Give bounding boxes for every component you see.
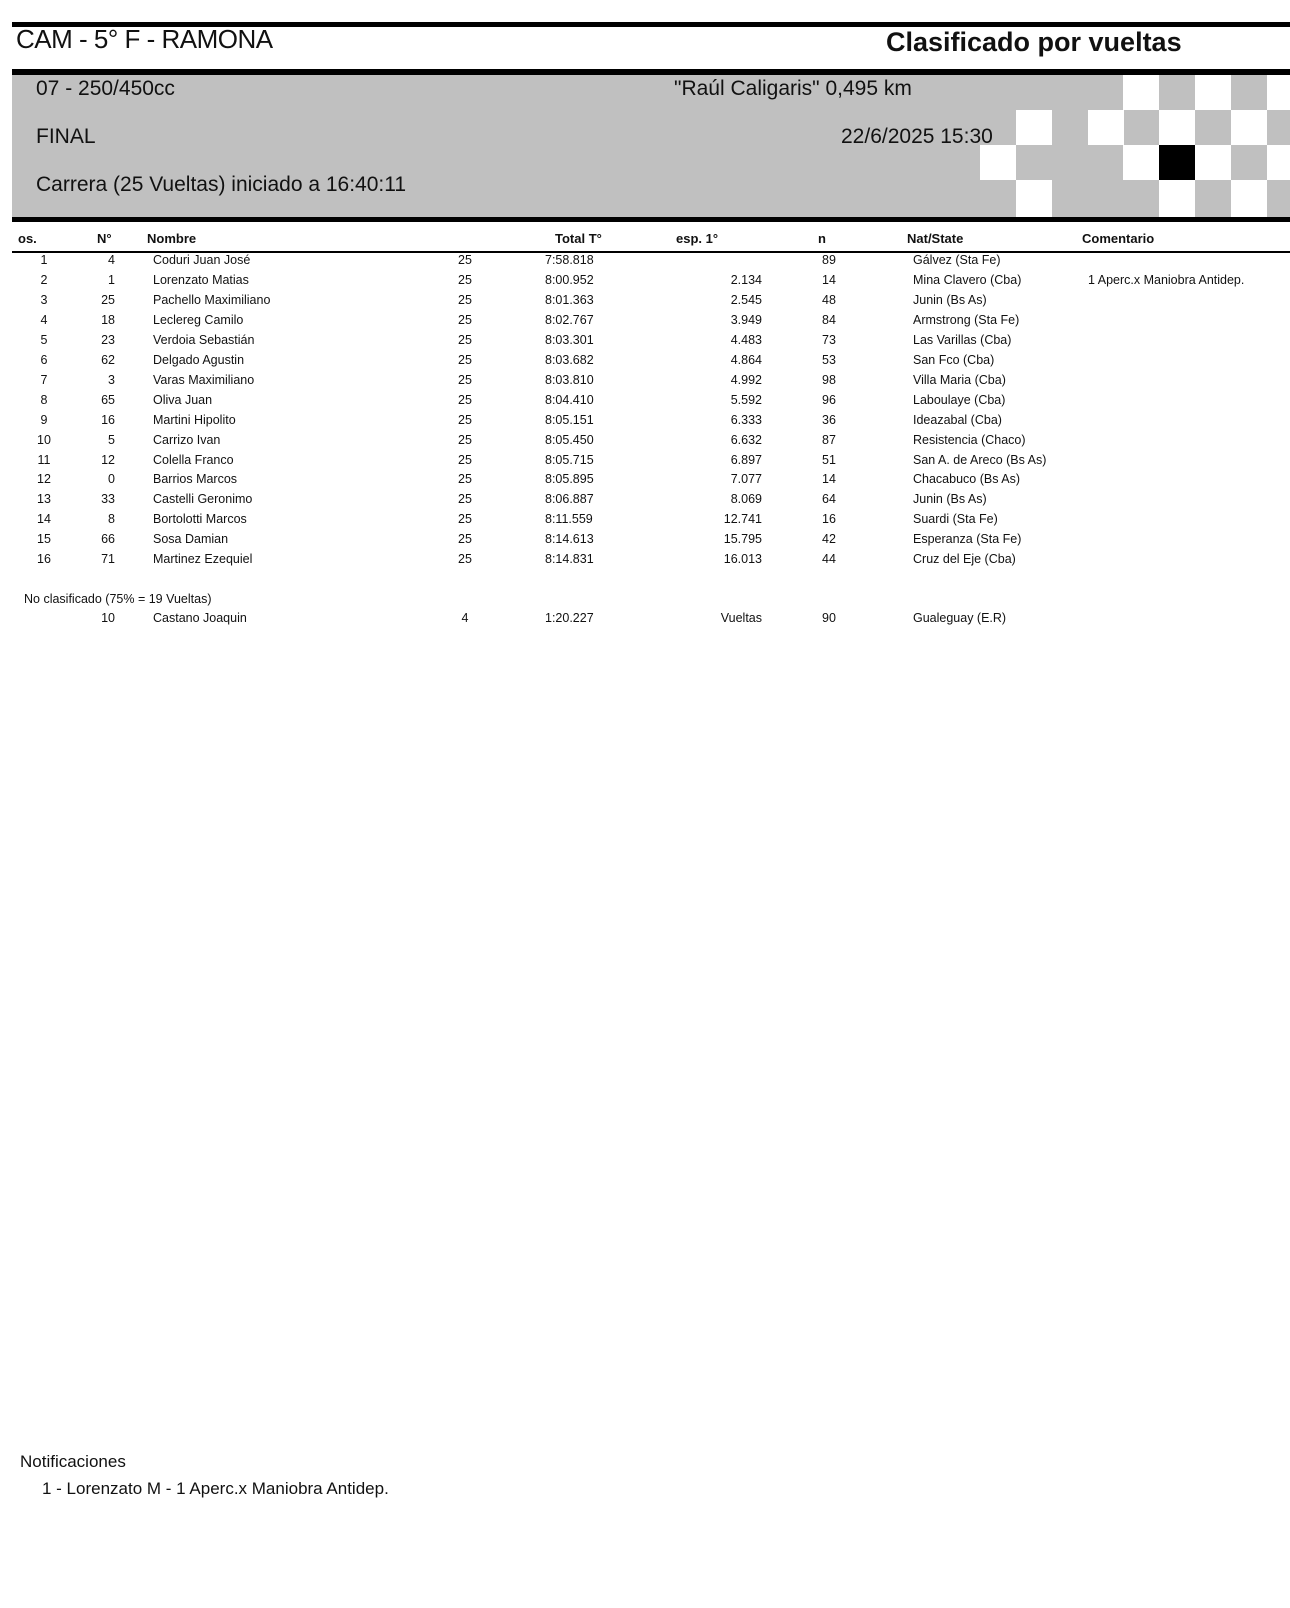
col-header-total: Total T° xyxy=(555,231,602,246)
nat-state-cell: Cruz del Eje (Cba) xyxy=(913,552,1016,567)
total-time-cell: 8:14.613 xyxy=(545,532,594,547)
m-cell: 42 xyxy=(822,532,836,547)
name-cell: Pachello Maximiliano xyxy=(153,292,271,307)
number-cell: 71 xyxy=(101,552,115,567)
total-time-cell: 8:00.952 xyxy=(545,272,594,287)
name-cell: Bortolotti Marcos xyxy=(153,512,247,527)
number-cell: 25 xyxy=(101,292,115,307)
pos-cell: 7 xyxy=(40,372,48,387)
col-header-pos: os. xyxy=(18,231,37,246)
band-bottom-rule xyxy=(12,217,1290,222)
table-row xyxy=(0,273,1290,293)
not-classified-title: No clasificado (75% = 19 Vueltas) xyxy=(24,592,212,606)
gap-cell: 4.864 xyxy=(730,352,762,367)
m-cell: 90 xyxy=(822,611,836,625)
total-time-cell: 8:03.810 xyxy=(545,372,594,387)
nat-state-cell: San A. de Areco (Bs As) xyxy=(913,452,1047,467)
table-row xyxy=(0,492,1290,512)
laps-cell: 25 xyxy=(458,432,472,447)
name-cell: Leclereg Camilo xyxy=(153,312,244,327)
gap-cell: 16.013 xyxy=(723,552,762,567)
laps-cell: 25 xyxy=(458,272,472,287)
comment-cell: 1 Aperc.x Maniobra Antidep. xyxy=(1088,272,1245,287)
pos-cell: 1 xyxy=(40,253,48,267)
laps-cell: 25 xyxy=(458,472,472,487)
laps-cell: 25 xyxy=(458,253,472,267)
nat-state-cell: Junin (Bs As) xyxy=(913,292,987,307)
total-time-cell: 8:02.767 xyxy=(545,312,594,327)
total-time-cell: 8:14.831 xyxy=(545,552,594,567)
total-time-cell: 1:20.227 xyxy=(545,611,594,625)
gap-cell: 7.077 xyxy=(730,472,762,487)
number-cell: 3 xyxy=(108,372,115,387)
total-time-cell: 8:03.682 xyxy=(545,352,594,367)
nat-state-cell: Chacabuco (Bs As) xyxy=(913,472,1020,487)
nat-state-cell: Esperanza (Sta Fe) xyxy=(913,532,1022,547)
m-cell: 64 xyxy=(822,492,836,507)
name-cell: Barrios Marcos xyxy=(153,472,238,487)
gap-cell: 6.632 xyxy=(730,432,762,447)
gap-cell: 8.069 xyxy=(730,492,762,507)
table-row xyxy=(0,472,1290,492)
pos-cell: 5 xyxy=(40,332,48,347)
table-row xyxy=(0,293,1290,313)
name-cell: Oliva Juan xyxy=(153,392,213,407)
table-row xyxy=(0,393,1290,413)
track-label: "Raúl Caligaris" 0,495 km xyxy=(674,77,912,100)
m-cell: 36 xyxy=(822,412,836,427)
gap-cell: Vueltas xyxy=(720,611,762,625)
nat-state-cell: Armstrong (Sta Fe) xyxy=(913,312,1020,327)
col-header-name: Nombre xyxy=(147,231,197,246)
laps-cell: 25 xyxy=(458,452,472,467)
table-row xyxy=(0,453,1290,473)
number-cell: 1 xyxy=(108,272,115,287)
number-cell: 33 xyxy=(101,492,115,507)
m-cell: 53 xyxy=(822,352,836,367)
race-info-label: Carrera (25 Vueltas) iniciado a 16:40:11 xyxy=(36,173,407,196)
gap-cell: 3.949 xyxy=(730,312,762,327)
total-time-cell: 8:05.450 xyxy=(545,432,594,447)
m-cell: 51 xyxy=(822,452,836,467)
number-cell: 16 xyxy=(101,412,115,427)
total-time-cell: 8:06.887 xyxy=(545,492,594,507)
gap-cell: 6.333 xyxy=(730,412,762,427)
datetime-label: 22/6/2025 15:30 xyxy=(841,125,993,148)
gap-cell: 6.897 xyxy=(730,452,762,467)
name-cell: Lorenzato Matias xyxy=(153,272,249,287)
gap-cell: 2.545 xyxy=(730,292,762,307)
report-title: Clasificado por vueltas xyxy=(886,27,1182,57)
nat-state-cell: Laboulaye (Cba) xyxy=(913,392,1006,407)
number-cell: 0 xyxy=(108,472,115,487)
m-cell: 48 xyxy=(822,292,836,307)
m-cell: 98 xyxy=(822,372,836,387)
m-cell: 44 xyxy=(822,552,836,567)
laps-cell: 25 xyxy=(458,552,472,567)
number-cell: 62 xyxy=(101,352,115,367)
pos-cell: 10 xyxy=(37,432,51,447)
gap-cell: 4.483 xyxy=(730,332,762,347)
total-time-cell: 8:11.559 xyxy=(545,512,593,527)
number-cell: 5 xyxy=(108,432,115,447)
pos-cell: 9 xyxy=(40,412,48,427)
col-header-num: N° xyxy=(97,231,112,246)
laps-cell: 25 xyxy=(458,332,472,347)
number-cell: 65 xyxy=(101,392,115,407)
table-row xyxy=(0,532,1290,552)
pos-cell: 8 xyxy=(40,392,48,407)
laps-cell: 4 xyxy=(461,611,469,625)
table-row xyxy=(0,512,1290,532)
gap-cell: 15.795 xyxy=(723,532,762,547)
info-band xyxy=(12,75,1290,217)
number-cell: 10 xyxy=(101,611,115,625)
gap-cell: 2.134 xyxy=(730,272,762,287)
m-cell: 89 xyxy=(822,253,836,267)
table-row xyxy=(0,413,1290,433)
number-cell: 23 xyxy=(101,332,115,347)
total-time-cell: 8:04.410 xyxy=(545,392,594,407)
gap-cell: 4.992 xyxy=(730,372,762,387)
laps-cell: 25 xyxy=(458,392,472,407)
nat-state-cell: Gualeguay (E.R) xyxy=(913,611,1007,625)
category-label: 07 - 250/450cc xyxy=(36,77,175,100)
event-title: CAM - 5° F - RAMONA xyxy=(16,24,273,54)
table-row xyxy=(0,333,1290,353)
table-row xyxy=(0,313,1290,333)
name-cell: Carrizo Ivan xyxy=(153,432,221,447)
laps-cell: 25 xyxy=(458,312,472,327)
total-time-cell: 8:01.363 xyxy=(545,292,594,307)
total-time-cell: 8:05.715 xyxy=(545,452,594,467)
pos-cell: 6 xyxy=(40,352,48,367)
col-header-comment: Comentario xyxy=(1082,231,1155,246)
nat-state-cell: Ideazabal (Cba) xyxy=(913,412,1002,427)
table-row xyxy=(0,552,1290,572)
name-cell: Castelli Geronimo xyxy=(153,492,253,507)
laps-cell: 25 xyxy=(458,412,472,427)
pos-cell: 11 xyxy=(37,452,51,467)
number-cell: 18 xyxy=(101,312,115,327)
pos-cell: 16 xyxy=(37,552,51,567)
table-row xyxy=(0,373,1290,393)
name-cell: Castano Joaquin xyxy=(153,611,247,625)
col-header-nat: Nat/State xyxy=(907,231,964,246)
name-cell: Colella Franco xyxy=(153,452,234,467)
nat-state-cell: Mina Clavero (Cba) xyxy=(913,272,1022,287)
table-row xyxy=(0,353,1290,373)
laps-cell: 25 xyxy=(458,292,472,307)
name-cell: Sosa Damian xyxy=(153,532,229,547)
m-cell: 14 xyxy=(822,472,836,487)
col-header-m: n xyxy=(818,231,826,246)
nat-state-cell: Las Varillas (Cba) xyxy=(913,332,1012,347)
name-cell: Martinez Ezequiel xyxy=(153,552,253,567)
table-row xyxy=(0,611,1290,631)
notifications-title: Notificaciones xyxy=(20,1452,126,1471)
pos-cell: 3 xyxy=(40,292,48,307)
nat-state-cell: Villa Maria (Cba) xyxy=(913,372,1006,387)
pos-cell: 15 xyxy=(37,532,51,547)
table-row xyxy=(0,253,1290,273)
notification-item: 1 - Lorenzato M - 1 Aperc.x Maniobra Antidep. xyxy=(42,1479,389,1498)
gap-cell: 12.741 xyxy=(723,512,762,527)
pos-cell: 13 xyxy=(37,492,51,507)
laps-cell: 25 xyxy=(458,512,472,527)
session-label: FINAL xyxy=(36,125,96,148)
name-cell: Martini Hipolito xyxy=(153,412,236,427)
name-cell: Delgado Agustin xyxy=(153,352,245,367)
pos-cell: 2 xyxy=(40,272,48,287)
pos-cell: 4 xyxy=(40,312,48,327)
m-cell: 87 xyxy=(822,432,836,447)
m-cell: 14 xyxy=(822,272,836,287)
total-time-cell: 8:05.151 xyxy=(545,412,594,427)
name-cell: Verdoia Sebastián xyxy=(153,332,255,347)
nat-state-cell: Resistencia (Chaco) xyxy=(913,432,1026,447)
number-cell: 4 xyxy=(108,253,115,267)
m-cell: 84 xyxy=(822,312,836,327)
number-cell: 66 xyxy=(101,532,115,547)
nat-state-cell: Junin (Bs As) xyxy=(913,492,987,507)
m-cell: 16 xyxy=(822,512,836,527)
m-cell: 73 xyxy=(822,332,836,347)
total-time-cell: 8:03.301 xyxy=(545,332,594,347)
laps-cell: 25 xyxy=(458,372,472,387)
nat-state-cell: Suardi (Sta Fe) xyxy=(913,512,998,527)
pos-cell: 12 xyxy=(37,472,51,487)
gap-cell: 5.592 xyxy=(730,392,762,407)
nat-state-cell: San Fco (Cba) xyxy=(913,352,995,367)
table-row xyxy=(0,433,1290,453)
laps-cell: 25 xyxy=(458,352,472,367)
laps-cell: 25 xyxy=(458,492,472,507)
m-cell: 96 xyxy=(822,392,836,407)
number-cell: 12 xyxy=(101,452,115,467)
pos-cell: 14 xyxy=(37,512,51,527)
total-time-cell: 7:58.818 xyxy=(545,253,594,267)
name-cell: Varas Maximiliano xyxy=(153,372,255,387)
laps-cell: 25 xyxy=(458,532,472,547)
number-cell: 8 xyxy=(108,512,115,527)
nat-state-cell: Gálvez (Sta Fe) xyxy=(913,253,1001,267)
total-time-cell: 8:05.895 xyxy=(545,472,594,487)
col-header-gap: esp. 1° xyxy=(676,231,719,246)
name-cell: Coduri Juan José xyxy=(153,253,251,267)
